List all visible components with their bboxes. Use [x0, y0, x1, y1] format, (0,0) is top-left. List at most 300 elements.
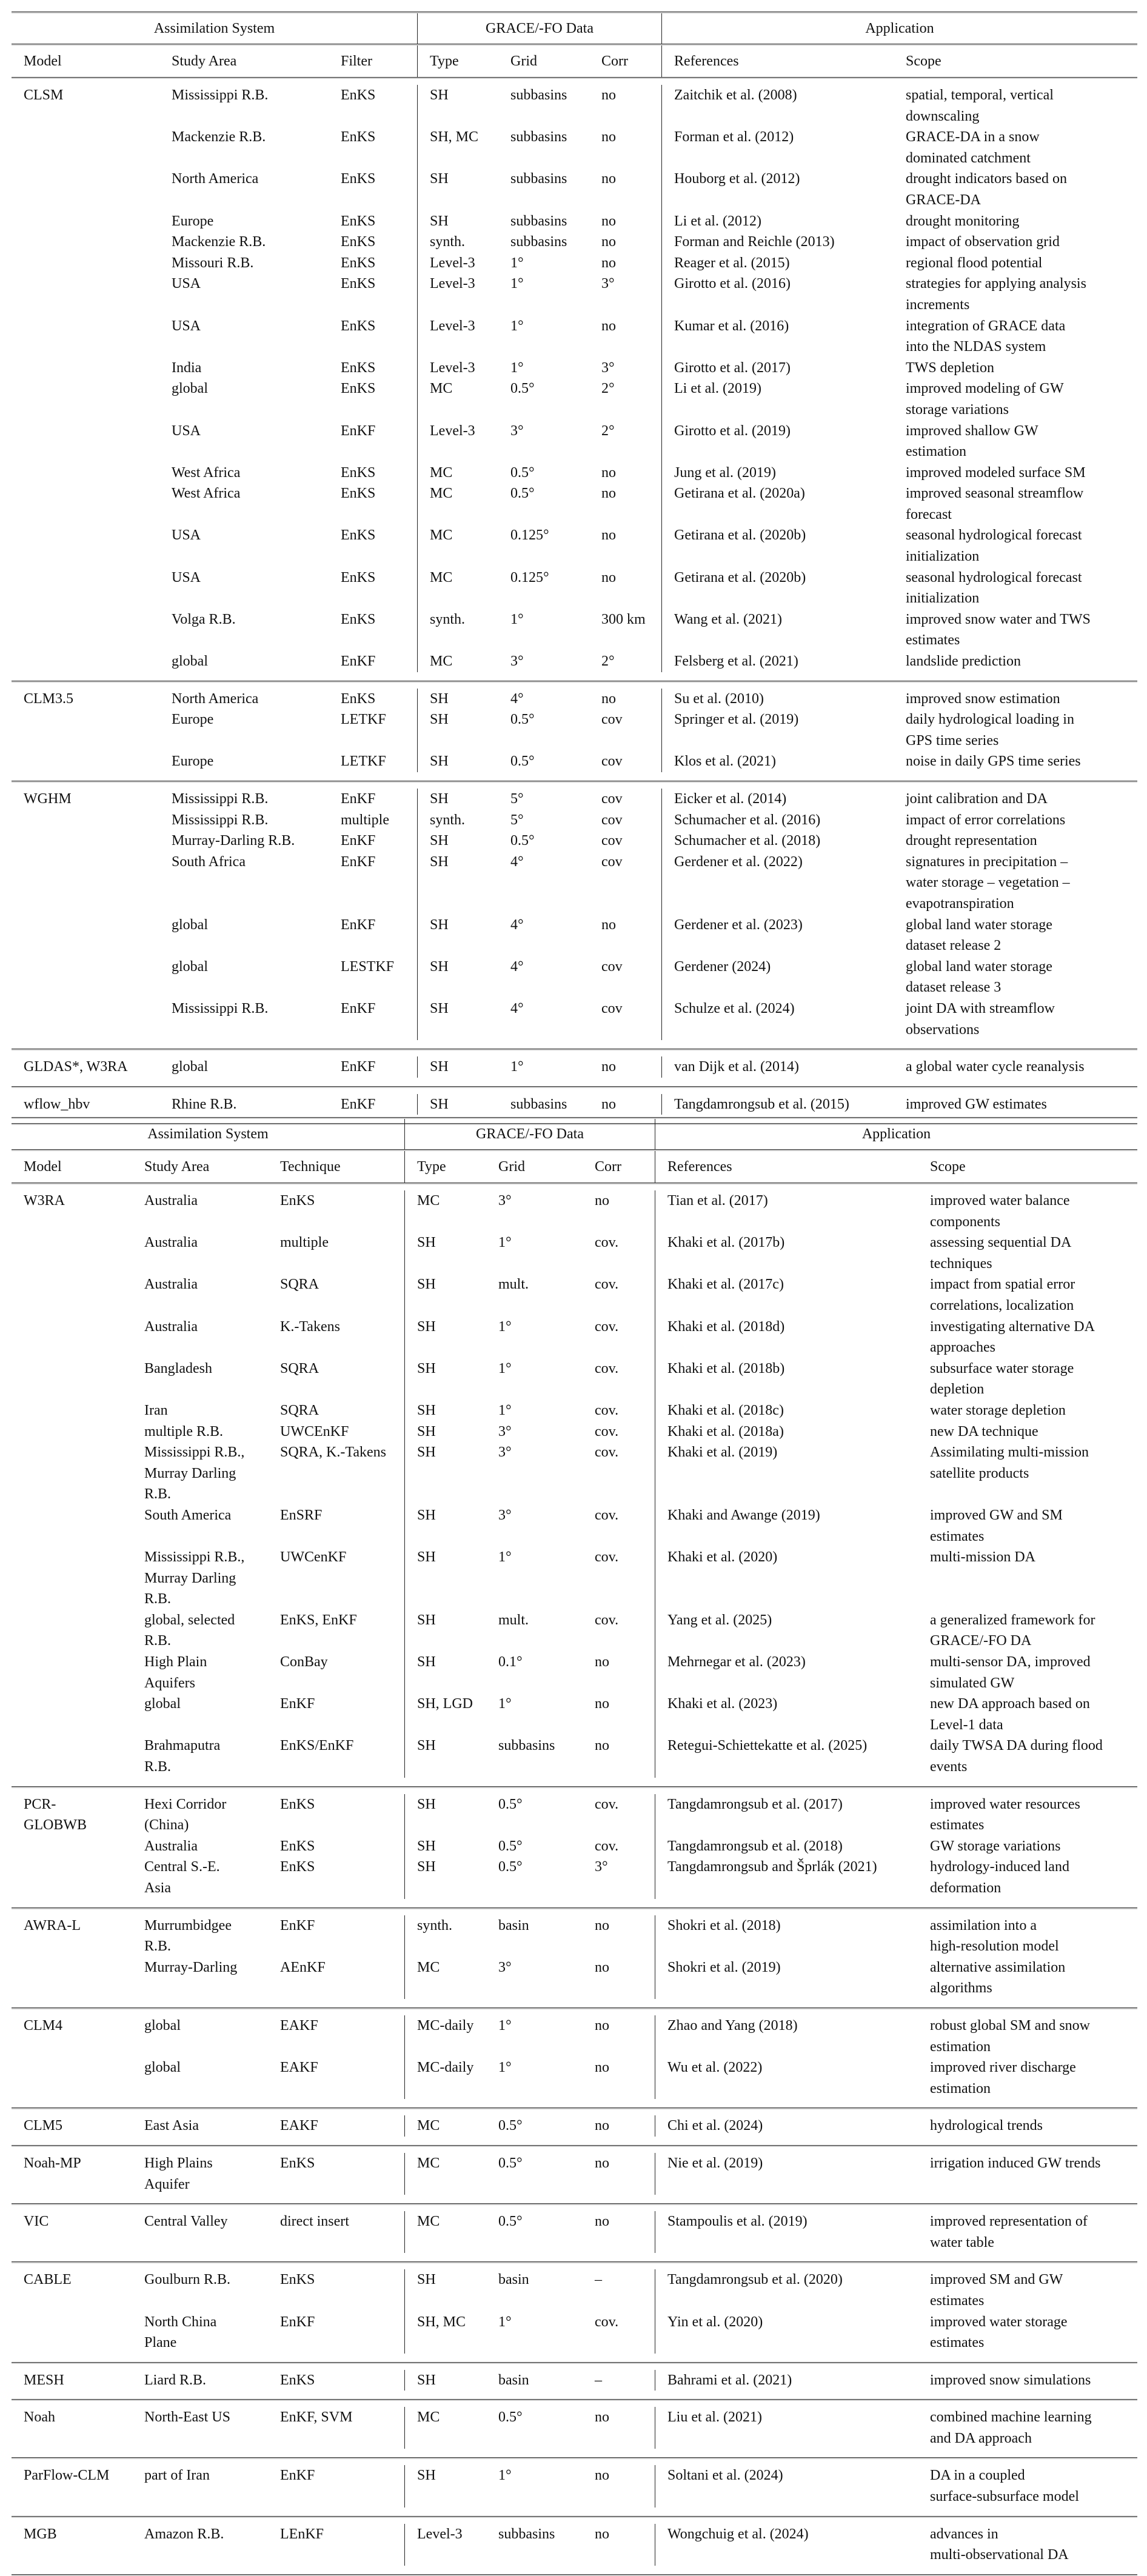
grid-cell: subbasins — [510, 129, 567, 145]
grid-cell: 0.5° — [510, 833, 535, 849]
scope-cell: hydrological trends — [930, 2118, 1043, 2134]
model-cell — [12, 378, 159, 420]
table-row — [12, 253, 1137, 274]
model-cell — [12, 810, 159, 831]
corr-cell: cov. — [595, 2314, 619, 2330]
model-cell — [12, 1358, 132, 1400]
filter-cell: EnKF — [280, 1696, 315, 1712]
corr-cell: no — [601, 486, 616, 502]
reference-cell: Tangdamrongsub et al. (2017) — [655, 1794, 918, 1836]
model-cell — [12, 127, 159, 169]
reference-cell: Tangdamrongsub et al. (2015) — [661, 1094, 894, 1115]
corr-cell: 2° — [601, 653, 615, 670]
reference-cell: Getirana et al. (2020a) — [661, 483, 894, 525]
model-cell — [12, 1505, 132, 1547]
corr-cell: no — [601, 171, 616, 187]
table-row — [12, 1836, 1137, 1857]
model-group — [12, 1788, 1137, 1907]
scope-cell: joint calibration and DA — [906, 791, 1048, 807]
column-header-grid: Grid — [498, 1159, 525, 1175]
corr-cell: 3° — [601, 359, 615, 376]
scope-cell: advances in multi-observational DA — [930, 2526, 1069, 2563]
reference-cell: Liu et al. (2021) — [655, 2407, 918, 2449]
model-cell: wflow_hbv — [24, 1096, 90, 1112]
reference-cell: Gerdener (2024) — [661, 956, 894, 998]
column-header-grid: Grid — [510, 53, 537, 69]
table-row — [12, 421, 1137, 462]
corr-cell: cov. — [595, 1612, 619, 1628]
column-header-type: Type — [404, 1151, 486, 1183]
reference-cell: Khaki et al. (2019) — [655, 1442, 918, 1505]
column-header-model: Model — [24, 53, 62, 69]
type-cell: synth. — [404, 1915, 486, 1957]
filter-cell: EnKS, EnKF — [280, 1612, 357, 1628]
table-row — [12, 2211, 1137, 2253]
reference-cell: Tian et al. (2017) — [655, 1190, 918, 1232]
reference-cell: Klos et al. (2021) — [661, 751, 894, 772]
table-row — [12, 609, 1137, 651]
grid-cell: 1° — [498, 1360, 512, 1376]
reference-cell: Zhao and Yang (2018) — [655, 2015, 918, 2057]
study-area-cell: West Africa — [172, 464, 241, 481]
reference-cell: Houborg et al. (2012) — [661, 169, 894, 210]
study-area-cell: Goulburn R.B. — [144, 2272, 231, 2288]
scope-cell: improved modeled surface SM — [906, 464, 1086, 481]
model-cell — [12, 567, 159, 609]
group-header-row — [12, 13, 1137, 44]
corr-cell: no — [595, 2155, 609, 2171]
grid-cell: 1° — [498, 1549, 512, 1566]
scope-cell: hydrology-induced land deformation — [930, 1859, 1069, 1896]
column-header-study-area: Study Area — [144, 1159, 210, 1175]
grid-cell: 1° — [498, 1696, 512, 1712]
scope-cell: multi-sensor DA, improved simulated GW — [930, 1654, 1091, 1691]
model-cell — [12, 232, 159, 253]
model-cell — [12, 1421, 132, 1443]
study-area-cell: Mackenzie R.B. — [172, 129, 266, 145]
filter-cell: EnKF — [280, 1917, 315, 1934]
model-cell — [12, 1547, 132, 1610]
model-group — [12, 1050, 1137, 1086]
model-cell: VIC — [24, 2214, 49, 2230]
grid-cell: 1° — [498, 1402, 512, 1418]
scope-cell: multi-mission DA — [930, 1549, 1036, 1566]
model-cell — [12, 421, 159, 462]
study-area-cell: global — [144, 1696, 181, 1712]
grid-cell: 1° — [510, 359, 524, 376]
column-header-row — [12, 1151, 1137, 1183]
filter-cell: LESTKF — [341, 958, 395, 975]
type-cell: SH — [417, 789, 498, 810]
corr-cell: cov — [601, 1000, 623, 1016]
filter-cell: direct insert — [280, 2214, 349, 2230]
model-cell — [12, 1274, 132, 1316]
corr-cell: cov — [601, 958, 623, 975]
type-cell: SH — [404, 1652, 486, 1693]
reference-cell: Khaki et al. (2020) — [655, 1547, 918, 1610]
model-cell — [12, 651, 159, 672]
study-area-cell: USA — [172, 276, 201, 292]
model-group — [12, 682, 1137, 781]
table-row — [12, 789, 1137, 810]
grid-cell: 1° — [498, 2468, 512, 2484]
model-cell — [12, 751, 159, 772]
scope-cell: alternative assimilation algorithms — [930, 1959, 1066, 1997]
scope-cell: investigating alternative DA approaches — [930, 1318, 1095, 1356]
model-cell: GLDAS*, W3RA — [24, 1059, 128, 1075]
model-group — [12, 1909, 1137, 2007]
grid-cell: 4° — [510, 1000, 524, 1016]
model-cell — [12, 316, 159, 358]
corr-cell: cov — [601, 791, 623, 807]
column-header-corr: Corr — [595, 1159, 621, 1175]
filter-cell: EnKS — [280, 1193, 315, 1209]
type-cell: MC — [404, 2115, 486, 2137]
column-header-references: References — [661, 45, 894, 77]
type-cell: SH — [404, 1421, 486, 1443]
table-row — [12, 127, 1137, 169]
study-area-cell: Mississippi R.B., Murray Darling R.B. — [144, 1444, 245, 1503]
type-cell: SH — [417, 915, 498, 956]
scope-cell: improved representation of water table — [930, 2214, 1088, 2251]
filter-cell: EnKS — [341, 255, 376, 271]
scope-cell: integration of GRACE data into the NLDAS system — [906, 318, 1066, 355]
model-cell — [12, 1857, 132, 1898]
filter-cell: EnKS — [280, 2272, 315, 2288]
type-cell: SH — [404, 1836, 486, 1857]
model-cell: CLM3.5 — [24, 690, 74, 707]
type-cell: MC — [417, 378, 498, 420]
model-cell — [12, 211, 159, 232]
type-cell: Level-3 — [417, 253, 498, 274]
corr-cell: cov. — [595, 1402, 619, 1418]
type-cell: SH, LGD — [404, 1693, 486, 1735]
study-area-cell: Iran — [144, 1402, 168, 1418]
study-area-cell: East Asia — [144, 2118, 199, 2134]
scope-cell: joint DA with streamflow observations — [906, 1000, 1055, 1038]
reference-cell: Yang et al. (2025) — [655, 1610, 918, 1652]
scope-cell: new DA approach based on Level-1 data — [930, 1696, 1090, 1733]
model-cell — [12, 169, 159, 210]
scope-cell: noise in daily GPS time series — [906, 753, 1081, 770]
column-header-corr: Corr — [601, 53, 628, 69]
table-row — [12, 232, 1137, 253]
reference-cell: Tangdamrongsub and Šprlák (2021) — [655, 1857, 918, 1898]
scope-cell: impact of observation grid — [906, 234, 1060, 250]
column-header-scope: Scope — [930, 1159, 966, 1175]
scope-cell: GRACE-DA in a snow dominated catchment — [906, 129, 1040, 166]
filter-cell: SQRA — [280, 1402, 319, 1418]
grid-cell: 3° — [498, 1959, 512, 1975]
model-cell — [12, 1400, 132, 1421]
grid-cell: 1° — [510, 255, 524, 271]
grid-cell: basin — [498, 1917, 529, 1934]
scope-cell: drought monitoring — [906, 213, 1020, 229]
grid-cell: subbasins — [510, 171, 567, 187]
table-row — [12, 810, 1137, 831]
column-header-references: References — [655, 1151, 918, 1183]
type-cell: synth. — [417, 232, 498, 253]
model-group — [12, 2109, 1137, 2145]
scope-cell: a global water cycle reanalysis — [906, 1059, 1085, 1075]
corr-cell: no — [601, 916, 616, 933]
filter-cell: EAKF — [280, 2060, 318, 2076]
reference-cell: Retegui-Schiettekatte et al. (2025) — [655, 1735, 918, 1777]
model-cell — [12, 462, 159, 484]
model-cell — [12, 1735, 132, 1777]
study-area-cell: Hexi Corridor (China) — [144, 1796, 227, 1834]
grid-cell: mult. — [498, 1276, 529, 1293]
corr-cell: no — [601, 527, 616, 544]
column-header-filter: Filter — [341, 53, 372, 69]
scope-cell: impact from spatial error correlations, localization — [930, 1276, 1075, 1313]
model-cell — [12, 2312, 132, 2354]
study-area-cell: Australia — [144, 1276, 198, 1293]
grid-cell: 1° — [498, 2314, 512, 2330]
filter-cell: EnKF — [341, 791, 376, 807]
filter-cell: SQRA — [280, 1360, 319, 1376]
table-row — [12, 483, 1137, 525]
type-cell: SH — [417, 211, 498, 232]
study-area-cell: Mississippi R.B. — [172, 1000, 269, 1016]
filter-cell: EnKS — [341, 527, 376, 544]
model-cell — [12, 1232, 132, 1274]
filter-cell: EnKS — [280, 2155, 315, 2171]
model-group — [12, 2263, 1137, 2361]
filter-cell: EnKS — [341, 359, 376, 376]
scope-cell: global land water storage dataset release 3 — [906, 958, 1052, 996]
corr-cell: 3° — [595, 1859, 608, 1875]
table-row — [12, 2370, 1137, 2391]
type-cell: SH — [404, 2370, 486, 2391]
table-row — [12, 2153, 1137, 2195]
study-area-cell: Europe — [172, 213, 214, 229]
scope-cell: assimilation into a high-resolution model — [930, 1917, 1059, 1955]
corr-cell: cov — [601, 833, 623, 849]
model-group — [12, 2401, 1137, 2457]
model-cell — [12, 253, 159, 274]
grid-cell: 0.5° — [498, 2118, 523, 2134]
scope-cell: seasonal hydrological forecast initialization — [906, 569, 1082, 607]
table-row — [12, 1794, 1137, 1836]
corr-cell: no — [595, 1654, 609, 1670]
study-area-cell: Volga R.B. — [172, 611, 236, 627]
corr-cell: cov. — [595, 1549, 619, 1566]
group-header-assimilation-system: Assimilation System — [147, 1126, 269, 1142]
filter-cell: EnKS/EnKF — [280, 1738, 354, 1754]
model-cell — [12, 1693, 132, 1735]
table-row — [12, 2115, 1137, 2137]
grid-cell: 5° — [510, 791, 524, 807]
grid-cell: 3° — [498, 1423, 512, 1440]
type-cell: MC-daily — [404, 2057, 486, 2099]
grid-cell: 0.5° — [510, 464, 535, 481]
type-cell: SH — [404, 1857, 486, 1898]
model-cell — [12, 1316, 132, 1358]
model-group — [12, 2205, 1137, 2261]
corr-cell: no — [595, 1738, 609, 1754]
grid-cell: 0.125° — [510, 569, 549, 586]
table-row — [12, 169, 1137, 210]
filter-cell: K.-Takens — [280, 1318, 340, 1335]
scope-cell: assessing sequential DA techniques — [930, 1235, 1072, 1272]
model-cell — [12, 2057, 132, 2099]
corr-cell: cov. — [595, 1507, 619, 1523]
table-row — [12, 1421, 1137, 1443]
filter-cell: EnKS — [280, 1859, 315, 1875]
model-cell — [12, 1957, 132, 1999]
corr-cell: – — [595, 2272, 602, 2288]
study-area-cell: USA — [172, 527, 201, 544]
grid-cell: 4° — [510, 916, 524, 933]
scope-cell: improved snow simulations — [930, 2372, 1091, 2388]
corr-cell: no — [595, 2060, 609, 2076]
study-area-cell: USA — [172, 318, 201, 334]
filter-cell: multiple — [280, 1235, 329, 1251]
type-cell: SH, MC — [404, 2312, 486, 2354]
model-group — [12, 1184, 1137, 1786]
table-row — [12, 316, 1137, 358]
study-area-cell: USA — [172, 569, 201, 586]
scope-cell: improved shallow GW estimation — [906, 422, 1038, 460]
filter-cell: EnKS — [280, 2372, 315, 2388]
table-row — [12, 915, 1137, 956]
model-cell — [12, 709, 159, 751]
grid-cell: 0.5° — [510, 712, 535, 728]
filter-cell: EnKS — [341, 464, 376, 481]
corr-cell: no — [601, 464, 616, 481]
type-cell: synth. — [417, 810, 498, 831]
study-area-cell: North America — [172, 690, 259, 707]
table-row — [12, 273, 1137, 315]
model-cell — [12, 525, 159, 567]
table-row — [12, 1232, 1137, 1274]
study-area-cell: Australia — [144, 1235, 198, 1251]
reference-cell: Schumacher et al. (2016) — [661, 810, 894, 831]
filter-cell: EnKS — [341, 171, 376, 187]
grid-cell: 0.5° — [510, 486, 535, 502]
reference-cell: Khaki et al. (2017b) — [655, 1232, 918, 1274]
model-cell — [12, 1836, 132, 1857]
scope-cell: TWS depletion — [906, 359, 994, 376]
reference-cell: Khaki et al. (2017c) — [655, 1274, 918, 1316]
grid-cell: 0.5° — [498, 2409, 523, 2426]
reference-cell: Wang et al. (2021) — [661, 609, 894, 651]
filter-cell: EnKS — [341, 569, 376, 586]
study-area-cell: Liard R.B. — [144, 2372, 206, 2388]
type-cell: SH — [417, 751, 498, 772]
corr-cell: cov. — [595, 1838, 619, 1854]
table-row — [12, 2407, 1137, 2449]
table-row — [12, 1547, 1137, 1610]
corr-cell: no — [595, 2409, 609, 2426]
scope-cell: new DA technique — [930, 1423, 1038, 1440]
study-area-cell: global — [144, 2017, 181, 2034]
filter-cell: UWCenKF — [280, 1549, 347, 1566]
reference-cell: Khaki et al. (2018b) — [655, 1358, 918, 1400]
model-cell — [12, 956, 159, 998]
reference-cell: van Dijk et al. (2014) — [661, 1056, 894, 1078]
type-cell: MC — [417, 483, 498, 525]
corr-cell: cov. — [595, 1360, 619, 1376]
group-header-application: Application — [655, 1119, 1137, 1149]
grid-cell: 1° — [498, 1318, 512, 1335]
filter-cell: UWCEnKF — [280, 1423, 349, 1440]
model-group — [12, 2009, 1137, 2107]
study-area-cell: North-East US — [144, 2409, 230, 2426]
filter-cell: SQRA, K.-Takens — [280, 1444, 386, 1461]
reference-cell: Su et al. (2010) — [661, 689, 894, 710]
column-header-type: Type — [417, 45, 498, 77]
scope-cell: water storage depletion — [930, 1402, 1066, 1418]
scope-cell: combined machine learning and DA approach — [930, 2409, 1092, 2446]
corr-cell: cov. — [595, 1276, 619, 1293]
grid-cell: 3° — [498, 1444, 512, 1461]
filter-cell: EnKS — [280, 1838, 315, 1854]
table-row — [12, 2269, 1137, 2311]
scope-cell: improved snow estimation — [906, 690, 1060, 707]
model-cell: WGHM — [24, 791, 72, 807]
scope-cell: DA in a coupled surface-subsurface model — [930, 2468, 1079, 2505]
scope-cell: drought representation — [906, 833, 1037, 849]
type-cell: Level-3 — [417, 273, 498, 315]
table-row — [12, 378, 1137, 420]
model-cell: MESH — [24, 2372, 64, 2388]
type-cell: SH — [417, 1094, 498, 1115]
study-area-cell: Rhine R.B. — [172, 1096, 237, 1112]
study-area-cell: global, selected R.B. — [144, 1612, 235, 1649]
corr-cell: no — [595, 2214, 609, 2230]
reference-cell: Khaki et al. (2018d) — [655, 1316, 918, 1358]
corr-cell: no — [601, 87, 616, 103]
study-area-cell: Europe — [172, 712, 214, 728]
table-row — [12, 1957, 1137, 1999]
filter-cell: EAKF — [280, 2017, 318, 2034]
scope-cell: improved modeling of GW storage variations — [906, 381, 1064, 418]
study-area-cell: global — [144, 2060, 181, 2076]
model-cell — [12, 358, 159, 379]
reference-cell: Getirana et al. (2020b) — [661, 567, 894, 609]
table-row — [12, 1442, 1137, 1505]
grid-cell: 0.1° — [498, 1654, 523, 1670]
column-header-technique: Technique — [280, 1159, 341, 1175]
study-area-cell: South Africa — [172, 853, 246, 870]
corr-cell: no — [595, 2017, 609, 2034]
corr-cell: no — [595, 1193, 609, 1209]
scope-cell: improved water storage estimates — [930, 2314, 1068, 2351]
model-group — [12, 782, 1137, 1049]
group-header-assimilation-system: Assimilation System — [153, 21, 275, 36]
reference-cell: Shokri et al. (2018) — [655, 1915, 918, 1957]
reference-cell: Girotto et al. (2016) — [661, 273, 894, 315]
filter-cell: EnKS — [341, 213, 376, 229]
grid-cell: 4° — [510, 958, 524, 975]
reference-cell: Forman and Reichle (2013) — [661, 232, 894, 253]
reference-cell: Wongchuig et al. (2024) — [655, 2524, 918, 2566]
type-cell: SH — [404, 1316, 486, 1358]
type-cell: MC — [417, 525, 498, 567]
filter-cell: EnSRF — [280, 1507, 323, 1523]
grid-cell: 4° — [510, 853, 524, 870]
type-cell: SH — [404, 1358, 486, 1400]
table-row — [12, 567, 1137, 609]
corr-cell: no — [601, 569, 616, 586]
reference-cell: Khaki et al. (2018a) — [655, 1421, 918, 1443]
grid-cell: basin — [498, 2372, 529, 2388]
type-cell: Level-3 — [417, 316, 498, 358]
scope-cell: improved river discharge estimation — [930, 2060, 1076, 2097]
group-header-grace-fo-data: GRACE/-FO Data — [417, 13, 661, 44]
